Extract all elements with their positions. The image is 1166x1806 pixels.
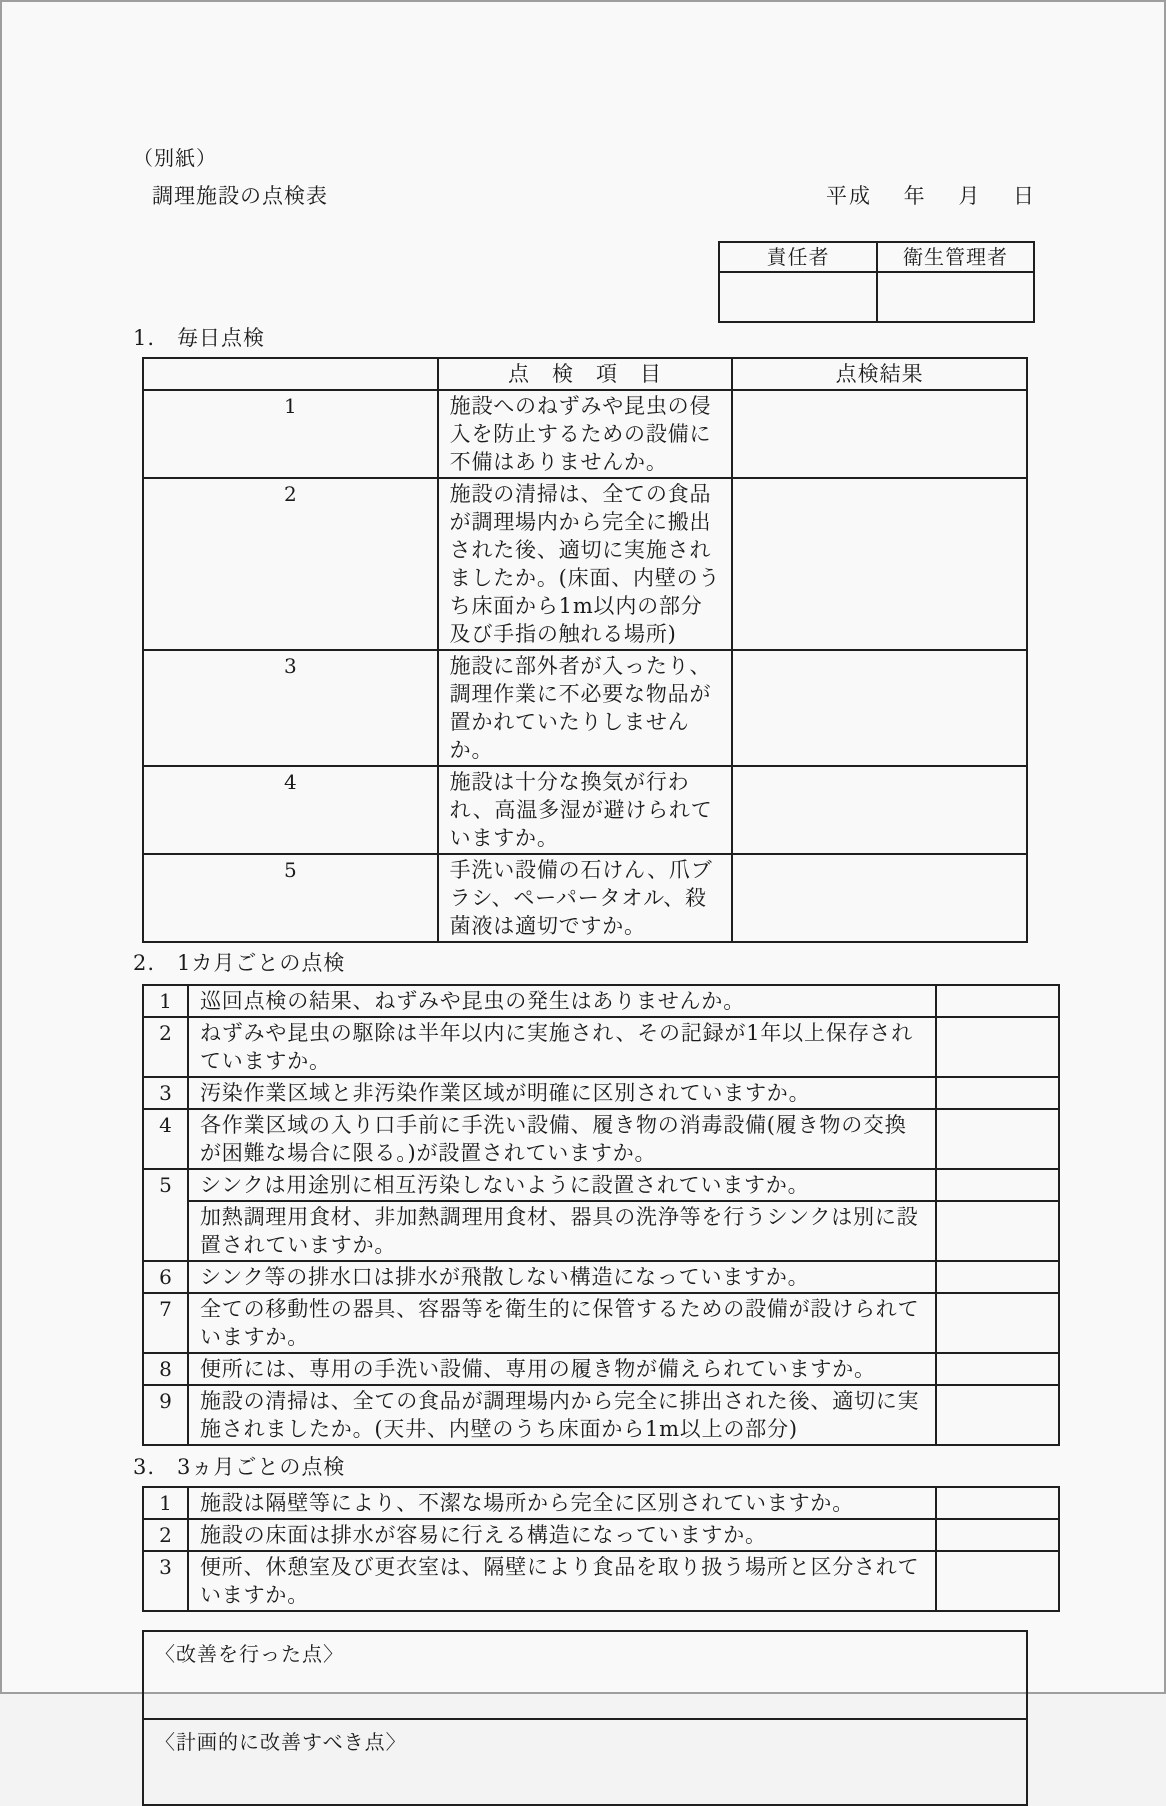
table-row — [143, 854, 1027, 942]
inspection-item: 全ての移動性の器具、容器等を衛生的に保管するための設備が設けられていますか。 — [188, 1293, 936, 1353]
result-cell — [936, 1077, 1059, 1109]
number-column-header — [143, 358, 438, 390]
inspection-item: 汚染作業区域と非汚染作業区域が明確に区別されていますか。 — [188, 1077, 936, 1109]
table-row — [143, 1261, 1059, 1293]
row-number: 1 — [143, 1487, 188, 1519]
signoff-header-responsible: 責任者 — [719, 242, 877, 272]
date-line: 平成 年 月 日 — [825, 184, 1036, 208]
signoff-header-row — [719, 242, 1034, 272]
table-row — [143, 1353, 1059, 1385]
table-row — [143, 1385, 1059, 1445]
result-cell — [732, 854, 1027, 942]
item-column-header: 点 検 項 目 — [438, 358, 733, 390]
result-cell — [732, 478, 1027, 650]
table-row — [143, 1293, 1059, 1353]
row-number: 8 — [143, 1353, 188, 1385]
table-row — [143, 1017, 1059, 1077]
row-number: 2 — [143, 1519, 188, 1551]
result-cell — [936, 985, 1059, 1017]
signoff-header-hygiene-manager: 衛生管理者 — [877, 242, 1034, 272]
improved-points-row — [143, 1631, 1027, 1719]
result-cell — [936, 1261, 1059, 1293]
table-row — [143, 650, 1027, 766]
inspection-item: シンクは用途別に相互汚染しないように設置されていますか。 — [188, 1169, 936, 1201]
row-number: 3 — [143, 1077, 188, 1109]
inspection-item: 施設の清掃は、全ての食品が調理場内から完全に搬出された後、適切に実施されましたか。(床面、内壁のうち床面から1m以内の部分及び手指の触れる場所) — [438, 478, 733, 650]
signoff-table — [718, 241, 1035, 323]
row-number: 2 — [143, 478, 438, 650]
table-row — [143, 766, 1027, 854]
planned-points-row — [143, 1719, 1027, 1805]
result-cell — [732, 650, 1027, 766]
planned-points-cell: 〈計画的に改善すべき点〉 — [143, 1719, 1027, 1805]
row-number: 4 — [143, 1109, 188, 1169]
result-column-header: 点検結果 — [732, 358, 1027, 390]
row-number: 2 — [143, 1017, 188, 1077]
signoff-hygiene-manager-cell — [877, 272, 1034, 322]
inspection-item: 施設へのねずみや昆虫の侵入を防止するための設備に不備はありませんか。 — [438, 390, 733, 478]
table-row — [143, 1487, 1059, 1519]
table-row — [143, 985, 1059, 1017]
inspection-item: 施設は十分な換気が行われ、高温多湿が避けられていますか。 — [438, 766, 733, 854]
result-cell — [936, 1385, 1059, 1445]
row-number: 3 — [143, 1551, 188, 1611]
inspection-item: 手洗い設備の石けん、爪ブラシ、ペーパータオル、殺菌液は適切ですか。 — [438, 854, 733, 942]
attachment-note: （別紙） — [133, 146, 217, 170]
result-cell — [936, 1353, 1059, 1385]
table-header-row — [143, 358, 1027, 390]
row-number: 4 — [143, 766, 438, 854]
table-row — [143, 390, 1027, 478]
table-row — [143, 1201, 1059, 1261]
row-number: 3 — [143, 650, 438, 766]
result-cell — [732, 390, 1027, 478]
page-title: 調理施設の点検表 — [152, 184, 328, 208]
table-row — [143, 1519, 1059, 1551]
result-cell — [936, 1519, 1059, 1551]
quarterly-check-table — [142, 1486, 1060, 1612]
row-number: 5 — [143, 854, 438, 942]
improvement-notes-table — [142, 1630, 1028, 1806]
inspection-item: 便所には、専用の手洗い設備、専用の履き物が備えられていますか。 — [188, 1353, 936, 1385]
table-row — [143, 1077, 1059, 1109]
section-1-heading: 1. 毎日点検 — [133, 326, 266, 350]
section-3-heading: 3. 3ヵ月ごとの点検 — [133, 1455, 346, 1479]
signoff-responsible-cell — [719, 272, 877, 322]
inspection-item: 施設の清掃は、全ての食品が調理場内から完全に排出された後、適切に実施されましたか。(天井、内壁のうち床面から1m以上の部分) — [188, 1385, 936, 1445]
daily-check-table — [142, 357, 1028, 943]
inspection-item: 施設は隔壁等により、不潔な場所から完全に区別されていますか。 — [188, 1487, 936, 1519]
result-cell — [936, 1551, 1059, 1611]
inspection-item: 各作業区域の入り口手前に手洗い設備、履き物の消毒設備(履き物の交換が困難な場合に限る。)が設置されていますか。 — [188, 1109, 936, 1169]
inspection-item: 加熱調理用食材、非加熱調理用食材、器具の洗浄等を行うシンクは別に設置されていますか。 — [188, 1201, 936, 1261]
result-cell — [936, 1169, 1059, 1201]
row-number: 7 — [143, 1293, 188, 1353]
result-cell — [936, 1293, 1059, 1353]
section-2-heading: 2. 1カ月ごとの点検 — [133, 951, 346, 975]
table-row — [143, 1551, 1059, 1611]
row-number: 5 — [143, 1169, 188, 1261]
row-number: 9 — [143, 1385, 188, 1445]
result-cell — [936, 1017, 1059, 1077]
table-row — [143, 478, 1027, 650]
inspection-item: 施設の床面は排水が容易に行える構造になっていますか。 — [188, 1519, 936, 1551]
row-number: 1 — [143, 985, 188, 1017]
table-row — [143, 1169, 1059, 1201]
result-cell — [936, 1109, 1059, 1169]
result-cell — [936, 1201, 1059, 1261]
inspection-item: シンク等の排水口は排水が飛散しない構造になっていますか。 — [188, 1261, 936, 1293]
result-cell — [732, 766, 1027, 854]
row-number: 6 — [143, 1261, 188, 1293]
monthly-check-table — [142, 984, 1060, 1446]
improved-points-cell: 〈改善を行った点〉 — [143, 1631, 1027, 1719]
inspection-item: 便所、休憩室及び更衣室は、隔壁により食品を取り扱う場所と区分されていますか。 — [188, 1551, 936, 1611]
inspection-item: 施設に部外者が入ったり、調理作業に不必要な物品が置かれていたりしませんか。 — [438, 650, 733, 766]
inspection-item: 巡回点検の結果、ねずみや昆虫の発生はありませんか。 — [188, 985, 936, 1017]
result-cell — [936, 1487, 1059, 1519]
inspection-item: ねずみや昆虫の駆除は半年以内に実施され、その記録が1年以上保存されていますか。 — [188, 1017, 936, 1077]
row-number: 1 — [143, 390, 438, 478]
signoff-value-row — [719, 272, 1034, 322]
table-row — [143, 1109, 1059, 1169]
title-row — [152, 185, 1036, 208]
